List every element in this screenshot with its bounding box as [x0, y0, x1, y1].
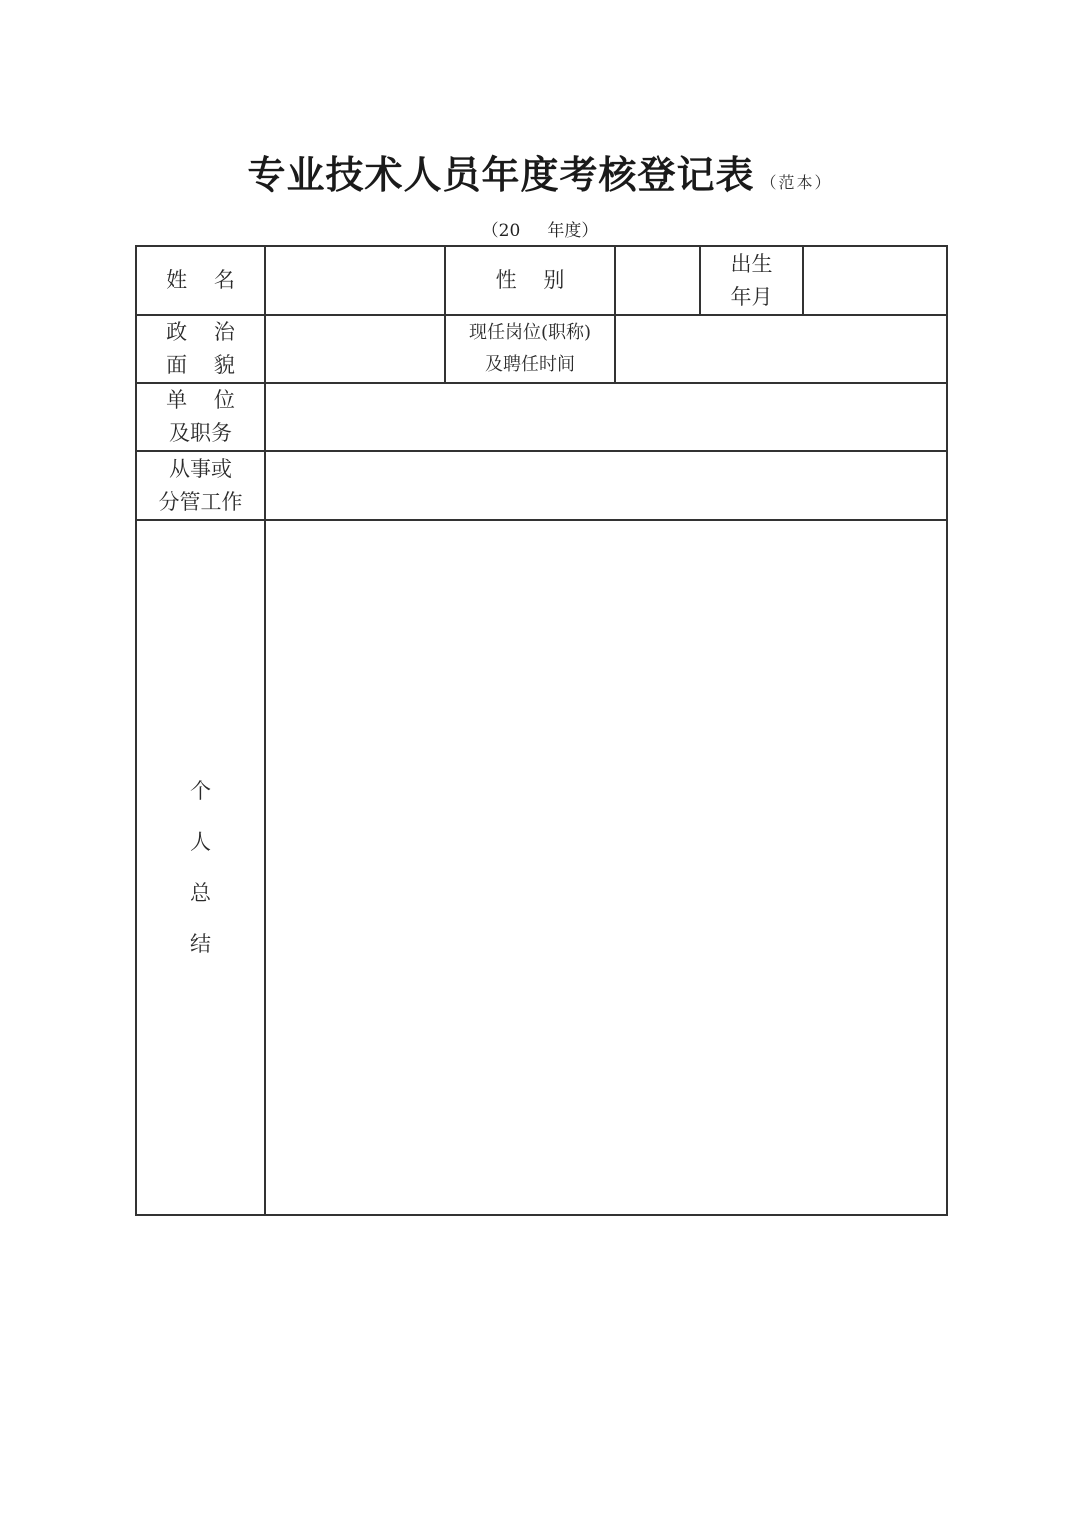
title-note: （范本） [760, 173, 833, 192]
work-label-cell [136, 451, 265, 520]
political-label-line2: 面 貌 [166, 353, 235, 377]
summary-field[interactable] [265, 520, 947, 1215]
birth-label-line2: 年月 [730, 284, 773, 309]
political-label-line1: 政 治 [166, 320, 235, 344]
unit-label-line1: 单 位 [166, 388, 235, 412]
year-line: （20 年度） [481, 221, 599, 241]
name-field[interactable] [265, 246, 445, 315]
summary-label-cell [136, 520, 265, 1215]
document-title-line [0, 144, 1080, 199]
birth-label-cell [700, 246, 803, 315]
form-row-basic [136, 246, 947, 315]
work-field[interactable] [265, 451, 947, 520]
unit-label-cell [136, 383, 265, 451]
form-row-work [136, 451, 947, 520]
position-field[interactable] [615, 315, 947, 383]
position-label-cell [445, 315, 615, 383]
form-row-political [136, 315, 947, 383]
document-title: 专业技术人员年度考核登记表 [247, 153, 755, 197]
position-label-line1: 现任岗位(职称) [468, 322, 592, 343]
work-label-line2: 分管工作 [158, 489, 243, 514]
position-label-line2: 及聘任时间 [485, 354, 575, 375]
political-field[interactable] [265, 315, 445, 383]
birth-label-line1: 出生 [730, 251, 773, 276]
name-label-cell [136, 246, 265, 315]
form-row-summary [136, 520, 947, 1215]
gender-label: 性 别 [495, 268, 565, 292]
gender-label-cell [445, 246, 615, 315]
summary-label: 个人总结 [190, 778, 211, 956]
political-label-cell [136, 315, 265, 383]
gender-field[interactable] [615, 246, 700, 315]
unit-label-line2: 及职务 [169, 421, 232, 445]
registration-form-table [135, 245, 948, 1216]
unit-field[interactable] [265, 383, 947, 451]
work-label-line1: 从事或 [169, 456, 232, 481]
name-label: 姓 名 [166, 268, 235, 292]
birth-field[interactable] [803, 246, 947, 315]
form-row-unit [136, 383, 947, 451]
